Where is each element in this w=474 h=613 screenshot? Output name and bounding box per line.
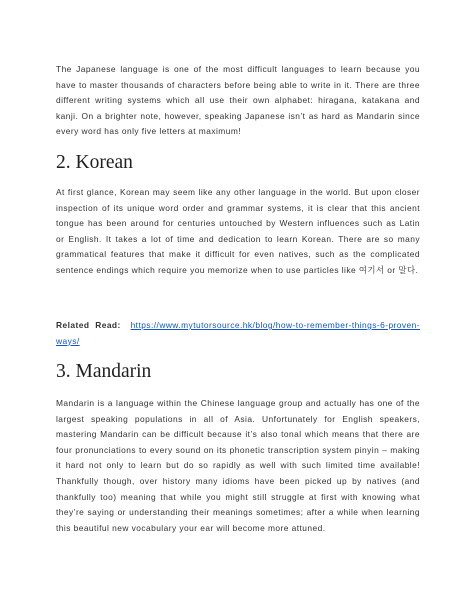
related-read (56, 318, 420, 349)
korean-paragraph: At first glance, Korean may seem like any other language in the world. But upon closer inspection of its unique word order and grammar systems, it is clear that this ancient tongue has been around for centuries untouched by Western influences such as Latin or English. It takes a lot of time and dedication to learn Korean. There are so many grammatical features that make it difficult for even natives, such as the complicated sentence endings which require you memorize when to use particles like 여기서 or 말다. (56, 187, 420, 275)
korean-heading: 2. Korean (56, 152, 133, 173)
related-read-label: Related Read: (56, 320, 121, 330)
japanese-paragraph: The Japanese language is one of the most difficult languages to learn because you have to master thousands of characters before being able to write in it. There are three different writing systems which all use their own alphabet: hiragana, katakana and kanji. On a brighter note, however, speaking Japanese isn’t as hard as Mandarin since every word has only five letters at maximum! (56, 64, 420, 137)
related-read-link[interactable]: https://www.mytutorsource.hk/blog/how-to-remember-things-6-proven-ways/ (56, 320, 421, 346)
mandarin-heading: 3. Mandarin (56, 361, 152, 382)
mandarin-paragraph: Mandarin is a language within the Chinese language group and actually has one of the largest speaking populations in all of Asia. Unfortunately for English speakers, mastering Mandarin can be difficult because it’s also tonal which means that there are four pronunciations to every sound on its phonetic transcription system pinyin – making it hard not only to learn but do so rapidly as well with such limited time available! Thankfully though, over history many idioms have been picked up by natives (and thankfully too) meaning that while you might still struggle at first with knowing what they’re saying or understanding their meanings sometimes; after a while when learning this beautiful new vocabulary your ear will become more attuned. (56, 398, 420, 533)
